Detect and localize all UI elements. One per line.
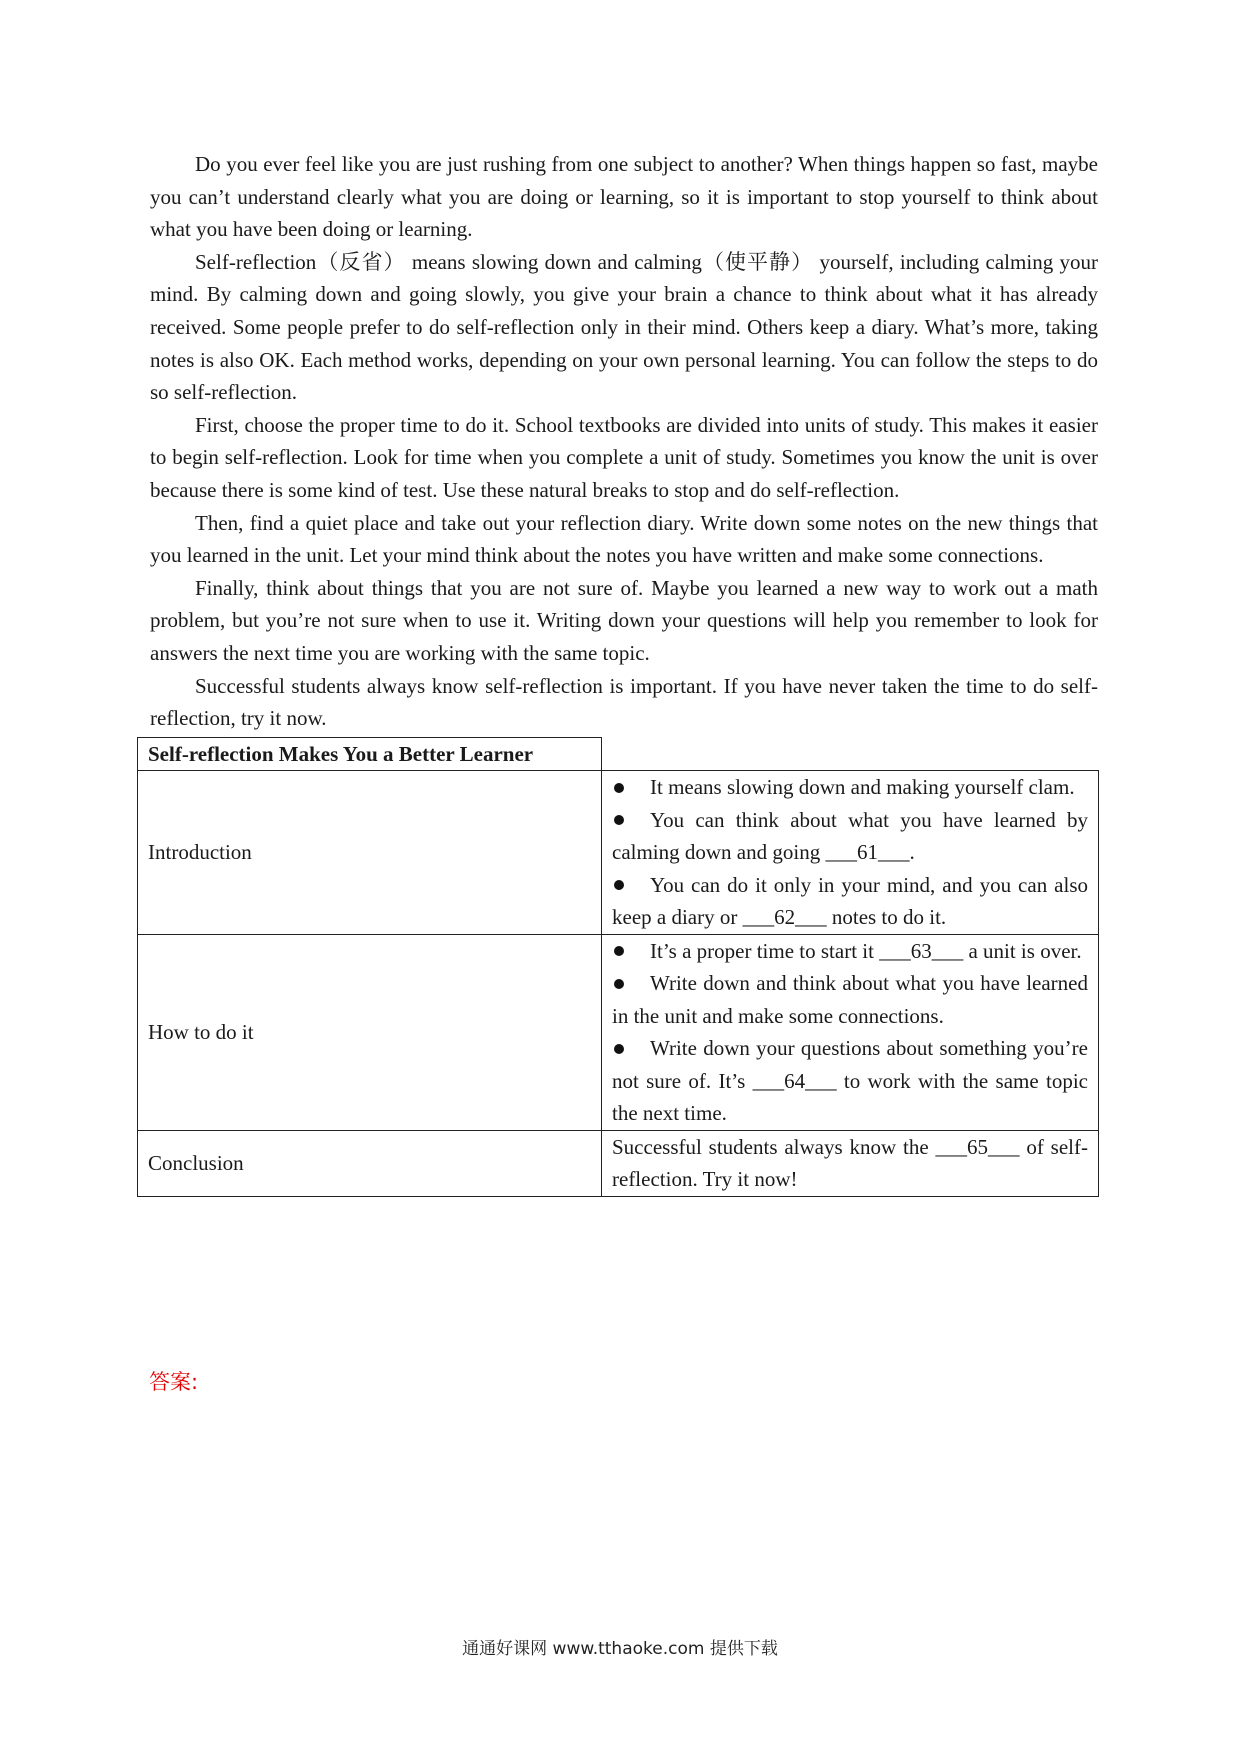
passage-paragraph-5: Finally, think about things that you are not sure of. Maybe you learned a new way to work out a math problem, but you’re not sure when to use it. Writing down your questions will help you remember to look for answers the next time you are working with the same topic. xyxy=(150,575,1098,665)
bullet-icon xyxy=(614,946,624,956)
answer-label: 答案: xyxy=(149,1370,199,1394)
row-label-conclusion: Conclusion xyxy=(138,1130,602,1196)
item-text: It means slowing down and making yourself clam. xyxy=(650,775,1075,800)
list-item xyxy=(612,804,1088,869)
table-row xyxy=(138,771,1099,935)
list-item xyxy=(612,869,1088,934)
table-row xyxy=(138,1130,1099,1196)
item-text: You can do it only in your mind, and you can also keep a diary or ___62___ notes to do it. xyxy=(612,872,1088,930)
passage-paragraph-6: Successful students always know self-reflection is important. If you have never taken the time to do self-reflection, try it now. xyxy=(150,673,1098,731)
bullet-icon xyxy=(614,880,624,890)
list-item xyxy=(612,967,1088,1032)
bullet-icon xyxy=(614,1044,624,1054)
list-item xyxy=(612,771,1088,804)
item-text: Write down and think about what you have learned in the unit and make some connections. xyxy=(612,971,1088,1028)
bullet-icon xyxy=(614,979,624,989)
row-label-how-to: How to do it xyxy=(138,934,602,1130)
row-items-how-to xyxy=(602,934,1099,1130)
list-item xyxy=(612,1032,1088,1130)
passage-paragraph-3: First, choose the proper time to do it. School textbooks are divided into units of study. This makes it easier to begin self-reflection. Look for time when you complete a unit of study. Sometimes you know the unit is over because there is some kind of test. Use these natural breaks to stop and do self-reflection. xyxy=(150,412,1098,502)
bullet-icon xyxy=(614,783,624,793)
item-text: Write down your questions about something you’re not sure of. It’s ___64___ to work with the same topic the next time. xyxy=(612,1036,1088,1126)
passage-paragraph-2: Self-reflection（反省） means slowing down and calming（使平静） yourself, including calming your mind. By calming down and going slowly, you give your brain a chance to think about what it has already received. Some people prefer to do self-reflection only in their mind. Others keep a diary. What’s more, taking notes is also OK. Each method works, depending on your own personal learning. You can follow the steps to do so self-reflection. xyxy=(150,249,1098,405)
list-item xyxy=(612,935,1088,968)
table-row xyxy=(138,934,1099,1130)
row-text-conclusion: Successful students always know the ___65___ of self-reflection. Try it now! xyxy=(602,1130,1099,1196)
table-title: Self-reflection Makes You a Better Learner xyxy=(138,737,602,771)
passage-paragraph-1: Do you ever feel like you are just rushing from one subject to another? When things happen so fast, maybe you can’t understand clearly what you are doing or learning, so it is important to stop yourself to think about what you have been doing or learning. xyxy=(150,152,1098,242)
table-header-spacer xyxy=(602,737,1099,771)
row-items-introduction xyxy=(602,771,1099,935)
item-text: It’s a proper time to start it ___63___ a unit is over. xyxy=(650,938,1082,963)
page-footer: 通通好课网 www.tthaoke.com 提供下载 xyxy=(462,1639,778,1659)
bullet-icon xyxy=(614,815,624,825)
item-text: You can think about what you have learned by calming down and going ___61___. xyxy=(612,807,1088,865)
table-header-row xyxy=(138,737,1099,771)
passage-paragraph-4: Then, find a quiet place and take out your reflection diary. Write down some notes on the new things that you learned in the unit. Let your mind think about the notes you have written and make some connections. xyxy=(150,510,1098,568)
row-label-introduction: Introduction xyxy=(138,771,602,935)
summary-table xyxy=(137,737,1099,1197)
reading-passage xyxy=(150,148,1098,1197)
